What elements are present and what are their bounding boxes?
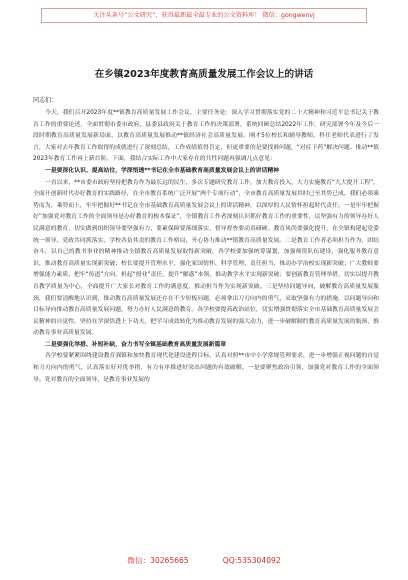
section-heading: 二是要强化举措、补短补缺，奋力书写全镇基础教育高质量发展新篇章 xyxy=(45,341,227,348)
paragraph: 今天，我们召开2023年度**镇教育高质量发展工作会议，主要任务是：深入学习贯彻落实党的二十大精神和习近平总书记关于教育工作的重要论述，全面贯彻市委市政府、县委县政府关于教育工作的决策部署，系统回顾总结2022年工作，研究部署今年及今后一段时期教育高质量发展新局面，以教育高质量发展推动**镇经济社会高质量发展。刚才5位校长和辅导教师、科任老师代表进行了发言，大家对去年教育工作取得的成就进行了深刻总结，工作成绩值得肯定，但更重要的是要找准问题，“对症下药”解决问题。推动**镇2023年教育工作再上新台阶。下面，我结合实际工作中大家存在的共性问题再强调几点意见： xyxy=(33,110,379,163)
greeting: 同志们： xyxy=(33,97,58,104)
wechat-contact: 微信：30265665 xyxy=(127,556,189,565)
paragraph: 各学校要紧紧围绕建设教育强镇和加快教育现代化建设进程目标，认真对照**市中小学常规管理要求，进一步增强正视问题的自觉和刀刃向内的勇气，认真落实好对优举措，有力有序推进好突出问题的有效破解。一是要聚焦政治引领，加强党对教育工作的全面领导。党对教育的全面领导，是教育事业发展的 xyxy=(33,353,379,383)
section-heading: 一是要深化认识、提高站位，学深悟透**书记在全市基础教育高质量发展会议上的讲话精神 xyxy=(45,167,280,174)
page-title: 在乡镇2023年度教育高质量发展工作会议上的讲话 xyxy=(94,69,314,80)
speech-body xyxy=(33,108,379,386)
contact-footer xyxy=(0,553,408,569)
promo-banner: 关注头条号“公文研究”，获得最新最全最专业的公文资料库！ 微信：gongwenvj xyxy=(41,8,367,23)
paragraph: 一直以来，**市委市政府坚持把教育作为最长远的民生，多次专题研究教育工作，加大教育投入，大力实施教育“九大提升工程”，全面开创新时代办好教育的实践路径，在全市教育系统广泛开展“两个专项行动”，全市教育高质量发展其时已至其势已成，我们必须乘势而为、乘势而上，牢牢把握好**书记在全市基础教育高质量发展会议上的讲话精神，以深厚的人民情怀担起时代责任。一是牢牢把握好“加强党对教育工作的全面领导是办好教育的根本保证”，全镇教育工作者深刻认识抓好教育工作的重要性，以坚强有力的领导办好人民满意的教育，切实做到组织领导要坚强有力、要素保障要落细落实、督导督查要动真碰硬。教育风尚要强化提升，在全镇构建起党委统一领导、党政共同抓落实、学校各负其责的教育工作格局，齐心协力推动**镇教育高质量发展。二是教育工作者必须担当作为，团结奋斗，以自己的教书事业的精神推动全镇教育高质量发展取得新突破，各学校要加强统筹谋划，加强师资队伍建设，强化服务教育意识，推动教育高质量实现新突破；校长要提升管理水平，强化家国情怀、科学管理、责任担当，推动办学治校实现新突破；广大教师要增强能力素质，把牢“传道”方向，担起“授业”责任，提升“解惑”本领，推动教学水平实现新突破；要创新教育管理举措，切实以提升教育教学质量为中心，全面提升广大家长对教育工作的满意度，推动担当作为实现新突破。三是坚持问题导向，破解教育高质量发展瓶颈，我们要清醒地认识到，推动教育高质量发展还存在不少短板问题，必须拿出刀刃向内的勇气，采取坚强有力的措施，以问题导向和目标导向推动教育高质量发展问题，努力办好人民满意的教育。各学校要提高政治站位，切实增强贯彻落实全市基础教育高质量发展会议精神的自觉性，坚持在学深悟透上下功夫，把学习成效转化为推动教育发展的强大动力，进一步破解制约教育高质量发展的瓶颈，推动教育事业高质量发展。 xyxy=(33,179,379,337)
qq-contact: QQ:535304092 xyxy=(222,556,281,565)
